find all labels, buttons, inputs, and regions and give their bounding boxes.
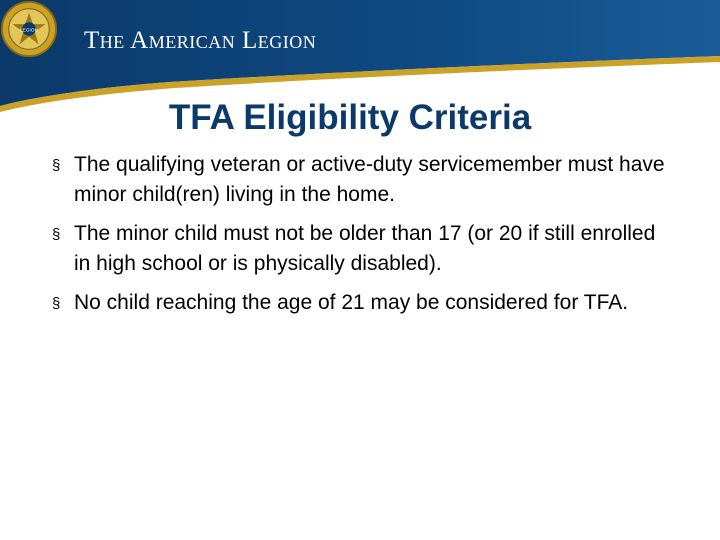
bullet-item	[50, 219, 670, 279]
slide-title: TFA Eligibility Criteria	[168, 98, 532, 137]
bullet-text: No child reaching the age of 21 may be considered for TFA.	[74, 291, 629, 314]
bullet-list	[50, 150, 670, 327]
bullet-marker: §	[52, 157, 61, 174]
legion-emblem-icon	[0, 0, 58, 58]
emblem-text: LEGION	[19, 28, 39, 34]
bullet-marker: §	[52, 295, 61, 312]
bullet-marker: §	[52, 226, 61, 243]
bullet-item	[50, 150, 670, 210]
header-banner	[0, 0, 720, 112]
slide-header	[0, 0, 720, 112]
bullet-text: The qualifying veteran or active-duty servicemember must have minor child(ren) living in the home.	[74, 153, 665, 206]
organization-name: The American Legion	[84, 27, 317, 54]
bullet-item	[50, 288, 670, 318]
bullet-text: The minor child must not be older than 17 (or 20 if still enrolled in high school or is physically disabled).	[74, 222, 656, 275]
